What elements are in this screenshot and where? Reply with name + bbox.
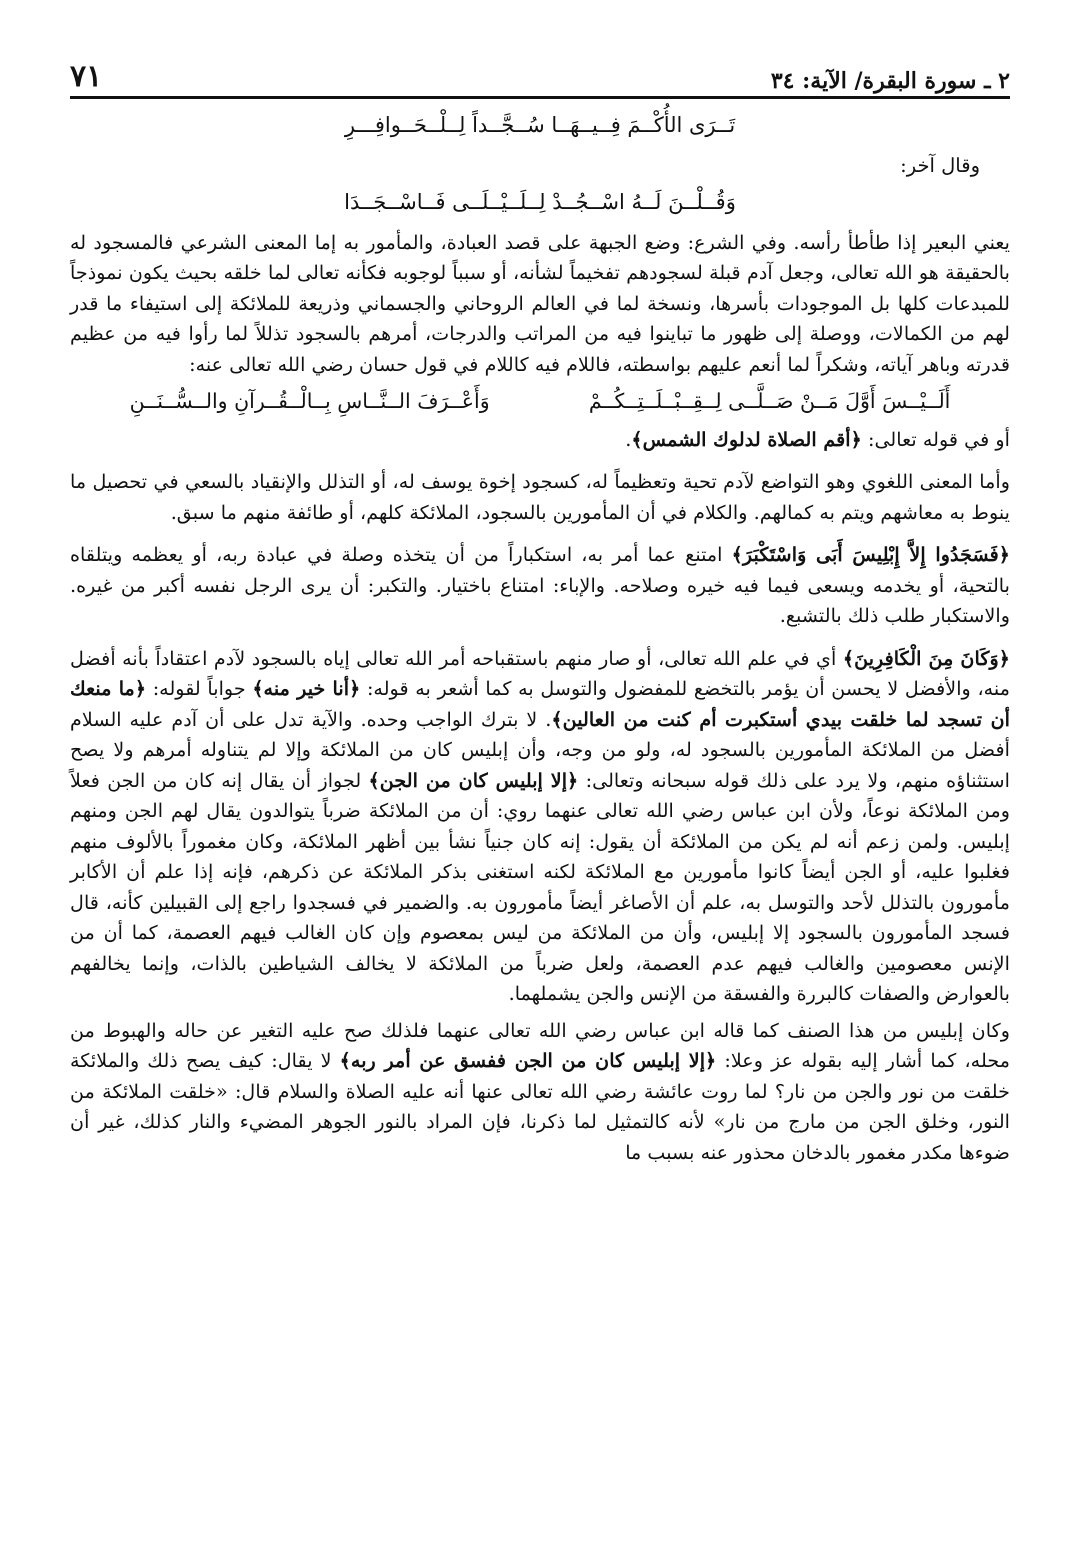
poetry-verse-1: تَــرَى الأُكْــمَ فِــيــهَــا سُــجَّــداً لِــلْــحَــوافِـــرِ (344, 113, 736, 137)
quran-quote: ﴿إلا إبليس كان من الجن ففسق عن أمر ربه﴾ (339, 1049, 717, 1072)
quran-quote: ﴿أقم الصلاة لدلوك الشمس﴾ (631, 427, 862, 451)
paragraph-2-end: . (625, 427, 632, 451)
page-header (70, 48, 1010, 94)
poetry-couplet (80, 386, 1000, 417)
couplet-first-hemistich: أَلَــيْــسَ أَوَّلَ مَــنْ صَــلَّــى لِــقِــبْــلَــتِــكُــمْ (588, 389, 951, 413)
paragraph-5-text-c: . لا بترك الواجب وحده. والآية تدل على أن آدم عليه السلام أفضل من الملائكة المأمورين بالسجود له، ولو من وجه، وأن إبليس كان من الملائكة وإلا لم يتناوله أمرهم ولا يصح استثناؤه منهم، ولا يرد على ذلك قوله سبحانه وتعالى: (70, 707, 1011, 792)
paragraph-6 (70, 1016, 1010, 1169)
attribution-line: وقال آخر: (900, 153, 980, 177)
quran-quote: ﴿ما منعك أن تسجد لما خلقت بيدي أستكبرت أم كنت من العالين﴾ (70, 677, 1010, 731)
paragraph-4 (70, 540, 1010, 632)
page-body (70, 104, 1010, 1508)
paragraph-5-text-b: جواباً لقوله: (146, 677, 253, 700)
paragraph-3: وأما المعنى اللغوي وهو التواضع لآدم تحية وتعظيماً له، كسجود إخوة يوسف له، أو التذلل والإنقياد بالسعي في تحصيل ما ينوط به معاشهم ويتم به كمالهم. والكلام في أن المأمورين بالسجود، الملائكة كلهم، أو طائفة منهم ما سبق. (70, 470, 1010, 524)
header-divider (70, 96, 1010, 99)
paragraph-5-text-a: أي في علم الله تعالى، أو صار منهم باستقباحه أمر الله تعالى إياه بالسجود لآدم اعتقاداً بأنه أفضل منه، والأفضل لا يحسن أن يؤمر بالتخضع للمفضول والتوسل به كما أشعر به قوله: (70, 646, 1010, 700)
paragraph-6-text-b: لا يقال: كيف يصح ذلك والملائكة خلقت من نور والجن من نار؟ لما روت عائشة رضي الله تعالى عنها أنه عليه الصلاة والسلام قال: «خلقت الملائكة من النور، وخلق الجن من مارج من نار» لأنه كالتمثيل لما ذكرنا، فإن المراد بالنور الجوهر المضيء والنار كذلك، غير أن ضوءها مكدر مغمور بالدخان محذور عنه بسبب ما (70, 1049, 1010, 1164)
page-number: ٧١ (70, 59, 103, 94)
poetry-verse-2: وَقُــلْــنَ لَــهُ اسْــجُــدْ لِــلَــيْــلَــى فَــاسْــجَــدَا (344, 190, 736, 214)
paragraph-5-text-d: لجواز أن يقال إنه كان من الجن فعلاً ومن الملائكة نوعاً، ولأن ابن عباس رضي الله تعالى عنهما روي: أن من الملائكة ضرباً يتوالدون يقال لهم الجن ومنهم إبليس. ولمن زعم أنه لم يكن من الملائكة أن يقول: إنه كان جنياً نشأ بين أظهر الملائكة، وكان مغموراً بالألوف منهم فغلبوا عليه، أو الجن أيضاً كانوا مأمورين مع الملائكة لكنه استغنى بذكر الملائكة عن ذكرهم، فإنه إذا علم أن الأكابر مأمورون بالتذلل لأحد والتوسل به، علم أن الأصاغر أيضاً مأمورون به. والضمير في فسجدوا راجع إلى القبيلين كأنه، قال فسجد المأمورون بالسجود إلا إبليس، وأن من الملائكة من ليس بمعصوم وإن كان الغالب فيهم العصمة، كما أن من الإنس معصومين والغالب فيهم عدم العصمة، ولعل ضرباً من الملائكة لا يخالف الشياطين بالذات، وإنما يخالفهم بالعوارض والصفات كالبررة والفسقة من الإنس والجن يشملهما. (70, 768, 1010, 1005)
paragraph-4-text: امتنع عما أمر به، استكباراً من أن يتخذه وصلة في عبادة ربه، أو يعظمه ويتلقاه بالتحية، أو يخدمه ويسعى فيما فيه خيره وصلاحه. والإباء: امتناع باختيار. والتكبر: أن يرى الرجل نفسه أكبر من غيره. والاستكبار طلب ذلك بالتشبع. (70, 543, 1010, 627)
paragraph-1: يعني البعير إذا طأطأ رأسه. وفي الشرع: وضع الجبهة على قصد العبادة، والمأمور به إما المعنى الشرعي فالمسجود له بالحقيقة هو الله تعالى، وجعل آدم قبلة لسجودهم تفخيماً لشأنه، أو سبباً لوجوبه فكأنه تعالى لما خلقه بحيث يكون نموذجاً للمبدعات كلها بل الموجودات بأسرها، ونسخة لما في العالم الروحاني والجسماني وذريعة للملائكة إلى استيفاء ما قدر لهم من الكمالات، ووصلة إلى ظهور ما تباينوا فيه من المراتب والدرجات، أمرهم بالسجود تذللاً لما رأوا فيه من عظيم قدرته وباهر آياته، وشكراً لما أنعم عليهم بواسطته، فاللام فيه كاللام في قول حسان رضي الله تعالى عنه: (70, 230, 1010, 376)
running-head: ٢ ـ سورة البقرة/ الآية: ٣٤ (770, 68, 1010, 94)
paragraph-2-text: أو في قوله تعالى: (861, 427, 1010, 451)
paragraph-5 (70, 644, 1010, 1010)
paragraph-2 (70, 425, 1010, 456)
paragraph-6-text-a: وكان إبليس من هذا الصنف كما قاله ابن عباس رضي الله تعالى عنهما فلذلك صح عليه التغير عن حاله والهبوط من محله، كما أشار إليه بقوله عز وعلا: (70, 1018, 1010, 1072)
quran-quote: ﴿أنا خير منه﴾ (252, 677, 361, 700)
quran-quote: ﴿فَسَجَدُوا إِلاَّ إِبْلِيسَ أَبَى وَاسْتَكْبَرَ﴾ (731, 543, 1011, 566)
quran-quote: ﴿إلا إبليس كان من الجن﴾ (368, 768, 579, 792)
couplet-second-hemistich: وَأَعْــرَفَ الــنَّــاسِ بِــالْــقُــرآنِ والــسُّــنَــنِ (129, 389, 490, 413)
quran-quote: ﴿وَكَانَ مِنَ الْكَافِرِينَ﴾ (842, 646, 1010, 670)
